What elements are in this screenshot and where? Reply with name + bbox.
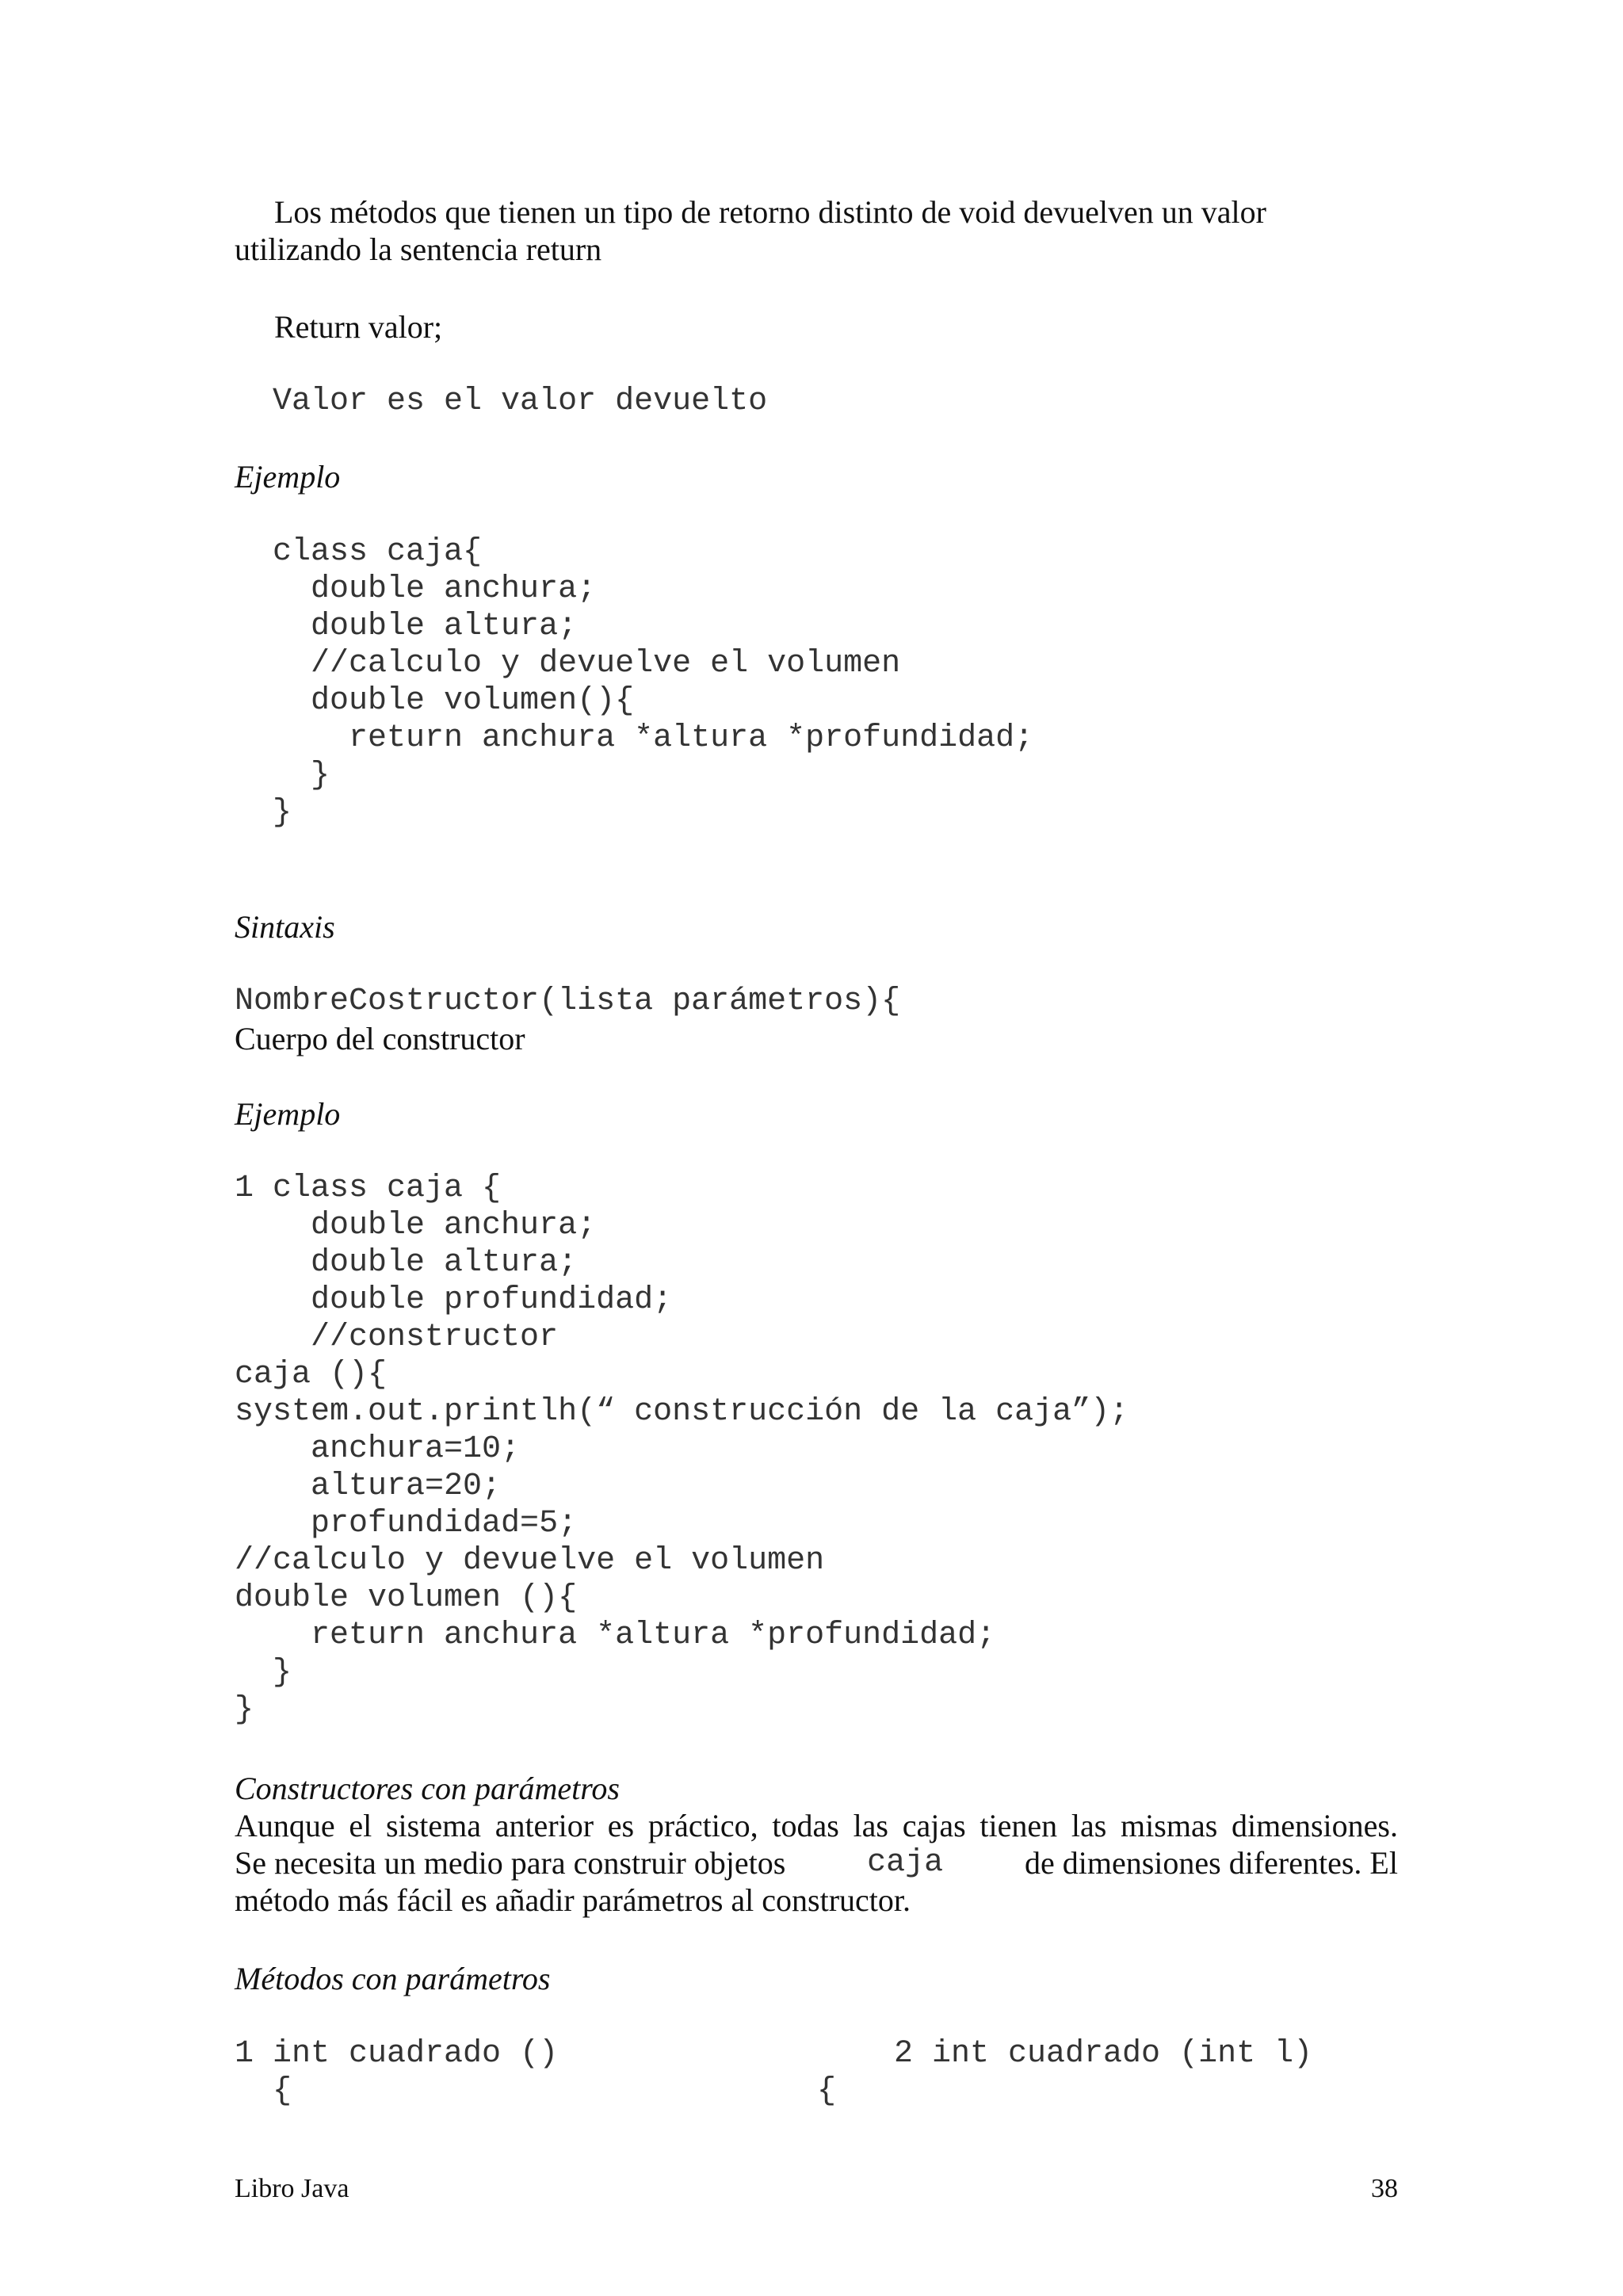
footer-book-title: Libro Java xyxy=(235,2174,349,2203)
heading-ejemplo-2: Ejemplo xyxy=(235,1096,341,1132)
code-line: //calculo y devuelve el volumen xyxy=(235,1543,825,1579)
code-line: double volumen(){ xyxy=(235,683,635,719)
valor-description: Valor es el valor devuelto xyxy=(235,384,768,419)
constructores-line-3: método más fácil es añadir parámetros al constructor. xyxy=(235,1882,911,1918)
code-line: double volumen (){ xyxy=(235,1580,578,1616)
heading-sintaxis: Sintaxis xyxy=(235,909,335,945)
code-line: system.out.printlh(“ construcción de la caja”); xyxy=(235,1394,1129,1430)
metodos-right-line-1: 2 int cuadrado (int l) xyxy=(894,2036,1313,2072)
constructores-line-1: Aunque el sistema anterior es práctico, todas las cajas tienen las mismas dimensiones. xyxy=(235,1808,1398,1843)
code-line: double altura; xyxy=(235,609,578,644)
inline-code-caja: caja xyxy=(867,1845,944,1881)
heading-constructores: Constructores con parámetros xyxy=(235,1771,620,1806)
syntax-code: NombreCostructor(lista parámetros){ xyxy=(235,984,901,1019)
code-line: caja (){ xyxy=(235,1357,388,1392)
metodos-left-line-1: 1 int cuadrado () xyxy=(235,2036,559,2072)
intro-line-2: utilizando la sentencia return xyxy=(235,231,602,267)
code-line: anchura=10; xyxy=(235,1431,521,1467)
code-example-1 xyxy=(235,533,1033,831)
syntax-body: Cuerpo del constructor xyxy=(235,1021,525,1056)
code-line: } xyxy=(235,1692,254,1728)
code-line: } xyxy=(235,758,330,793)
constructores-line-2 xyxy=(235,1844,1398,1881)
code-example-2 xyxy=(235,1170,1128,1729)
code-line: 1 class caja { xyxy=(235,1171,502,1206)
code-line: double profundidad; xyxy=(235,1282,673,1318)
code-line: //constructor xyxy=(235,1320,559,1355)
constructores-paragraph xyxy=(235,1807,1398,1919)
metodos-right-line-2: { xyxy=(817,2073,837,2109)
page-number: 38 xyxy=(1371,2174,1398,2203)
syntax-block xyxy=(235,983,900,1057)
code-line: class caja{ xyxy=(235,534,483,570)
code-line: double anchura; xyxy=(235,1208,597,1244)
code-line: profundidad=5; xyxy=(235,1506,578,1541)
heading-ejemplo-1: Ejemplo xyxy=(235,459,341,495)
code-line: double altura; xyxy=(235,1245,578,1281)
metodos-left-line-2: { xyxy=(235,2073,292,2109)
intro-paragraph xyxy=(235,193,1398,268)
code-line: return anchura *altura *profundidad; xyxy=(235,1618,996,1653)
page-footer xyxy=(235,2173,1398,2205)
intro-line-1: Los métodos que tienen un tipo de retorno distinto de void devuelven un valor xyxy=(274,194,1266,230)
code-line: altura=20; xyxy=(235,1469,502,1504)
document-page xyxy=(235,0,1398,2296)
code-line: return anchura *altura *profundidad; xyxy=(235,720,1034,756)
return-statement: Return valor; xyxy=(274,309,443,345)
code-line: double anchura; xyxy=(235,571,597,607)
constructores-line-2-start: Se necesita un medio para construir objetos xyxy=(235,1845,794,1881)
code-line: } xyxy=(235,1655,292,1690)
code-line: } xyxy=(235,795,292,831)
code-line: //calculo y devuelve el volumen xyxy=(235,646,901,682)
constructores-line-2-end: de dimensiones diferentes. El xyxy=(1017,1845,1398,1881)
heading-metodos: Métodos con parámetros xyxy=(235,1961,551,1996)
